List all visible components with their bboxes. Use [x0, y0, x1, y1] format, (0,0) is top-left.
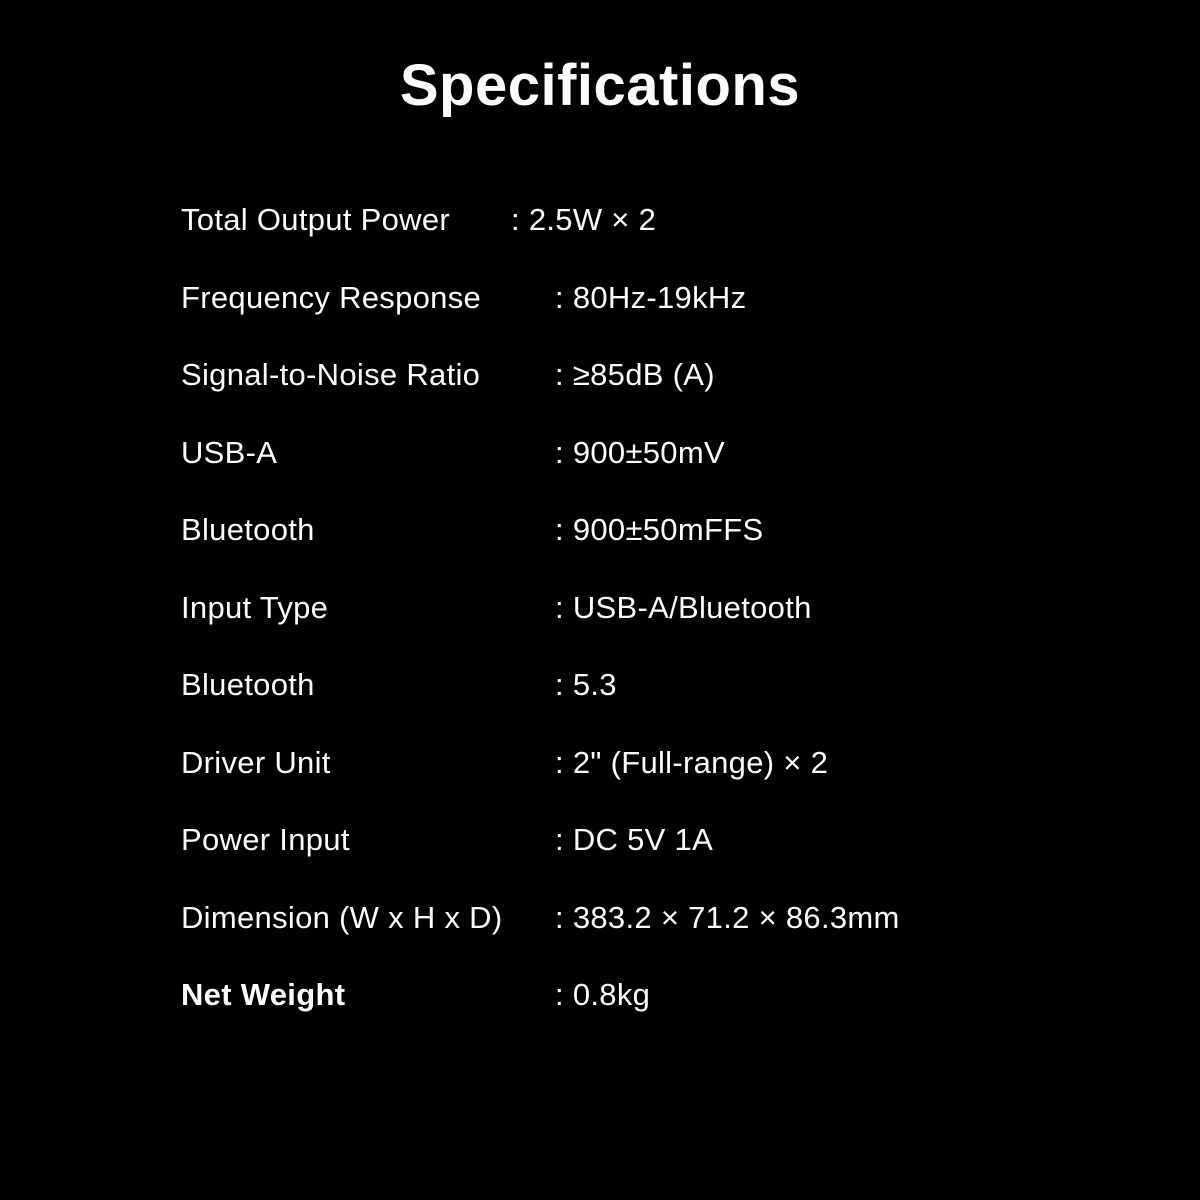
spec-row-bluetooth-version [181, 669, 1141, 700]
spec-label: Power Input [181, 822, 350, 857]
spec-label: Bluetooth [181, 512, 315, 547]
spec-row-usb-a [181, 434, 1141, 470]
spec-label: Dimension (W x H x D) [181, 899, 503, 935]
spec-row-input-type [181, 589, 1141, 625]
spec-label: Input Type [181, 589, 329, 625]
spec-row-signal-to-noise-ratio [181, 359, 1141, 390]
spec-value: : 5.3 [555, 667, 617, 702]
spec-label: Signal-to-Noise Ratio [181, 357, 481, 392]
spec-label: USB-A [181, 434, 278, 470]
spec-value: : 383.2 × 71.2 × 86.3mm [555, 899, 900, 935]
spec-label: Frequency Response [181, 279, 482, 315]
spec-value: : 80Hz-19kHz [555, 279, 747, 315]
spec-value: : 2" (Full-range) × 2 [555, 744, 829, 780]
spec-label: Total Output Power [181, 202, 451, 237]
spec-label: Net Weight [181, 977, 346, 1012]
page-title: Specifications [399, 53, 801, 118]
spec-value: : 900±50mV [555, 434, 725, 470]
spec-row-bluetooth-level [181, 514, 1141, 545]
spec-row-power-input [181, 824, 1141, 855]
spec-value: : 0.8kg [555, 977, 651, 1012]
spec-label: Driver Unit [181, 744, 331, 780]
spec-row-frequency-response [181, 279, 1141, 315]
spec-value: : ≥85dB (A) [555, 357, 715, 392]
spec-table [181, 204, 1141, 1057]
spec-value: : 900±50mFFS [555, 512, 764, 547]
spec-row-dimension [181, 899, 1141, 935]
spec-label: Bluetooth [181, 667, 315, 702]
spec-row-total-output-power [181, 204, 1141, 235]
spec-row-driver-unit [181, 744, 1141, 780]
spec-value: : 2.5W × 2 [511, 202, 657, 237]
spec-value: : USB-A/Bluetooth [555, 589, 812, 625]
spec-value: : DC 5V 1A [555, 822, 714, 857]
spec-row-net-weight [181, 979, 1141, 1010]
